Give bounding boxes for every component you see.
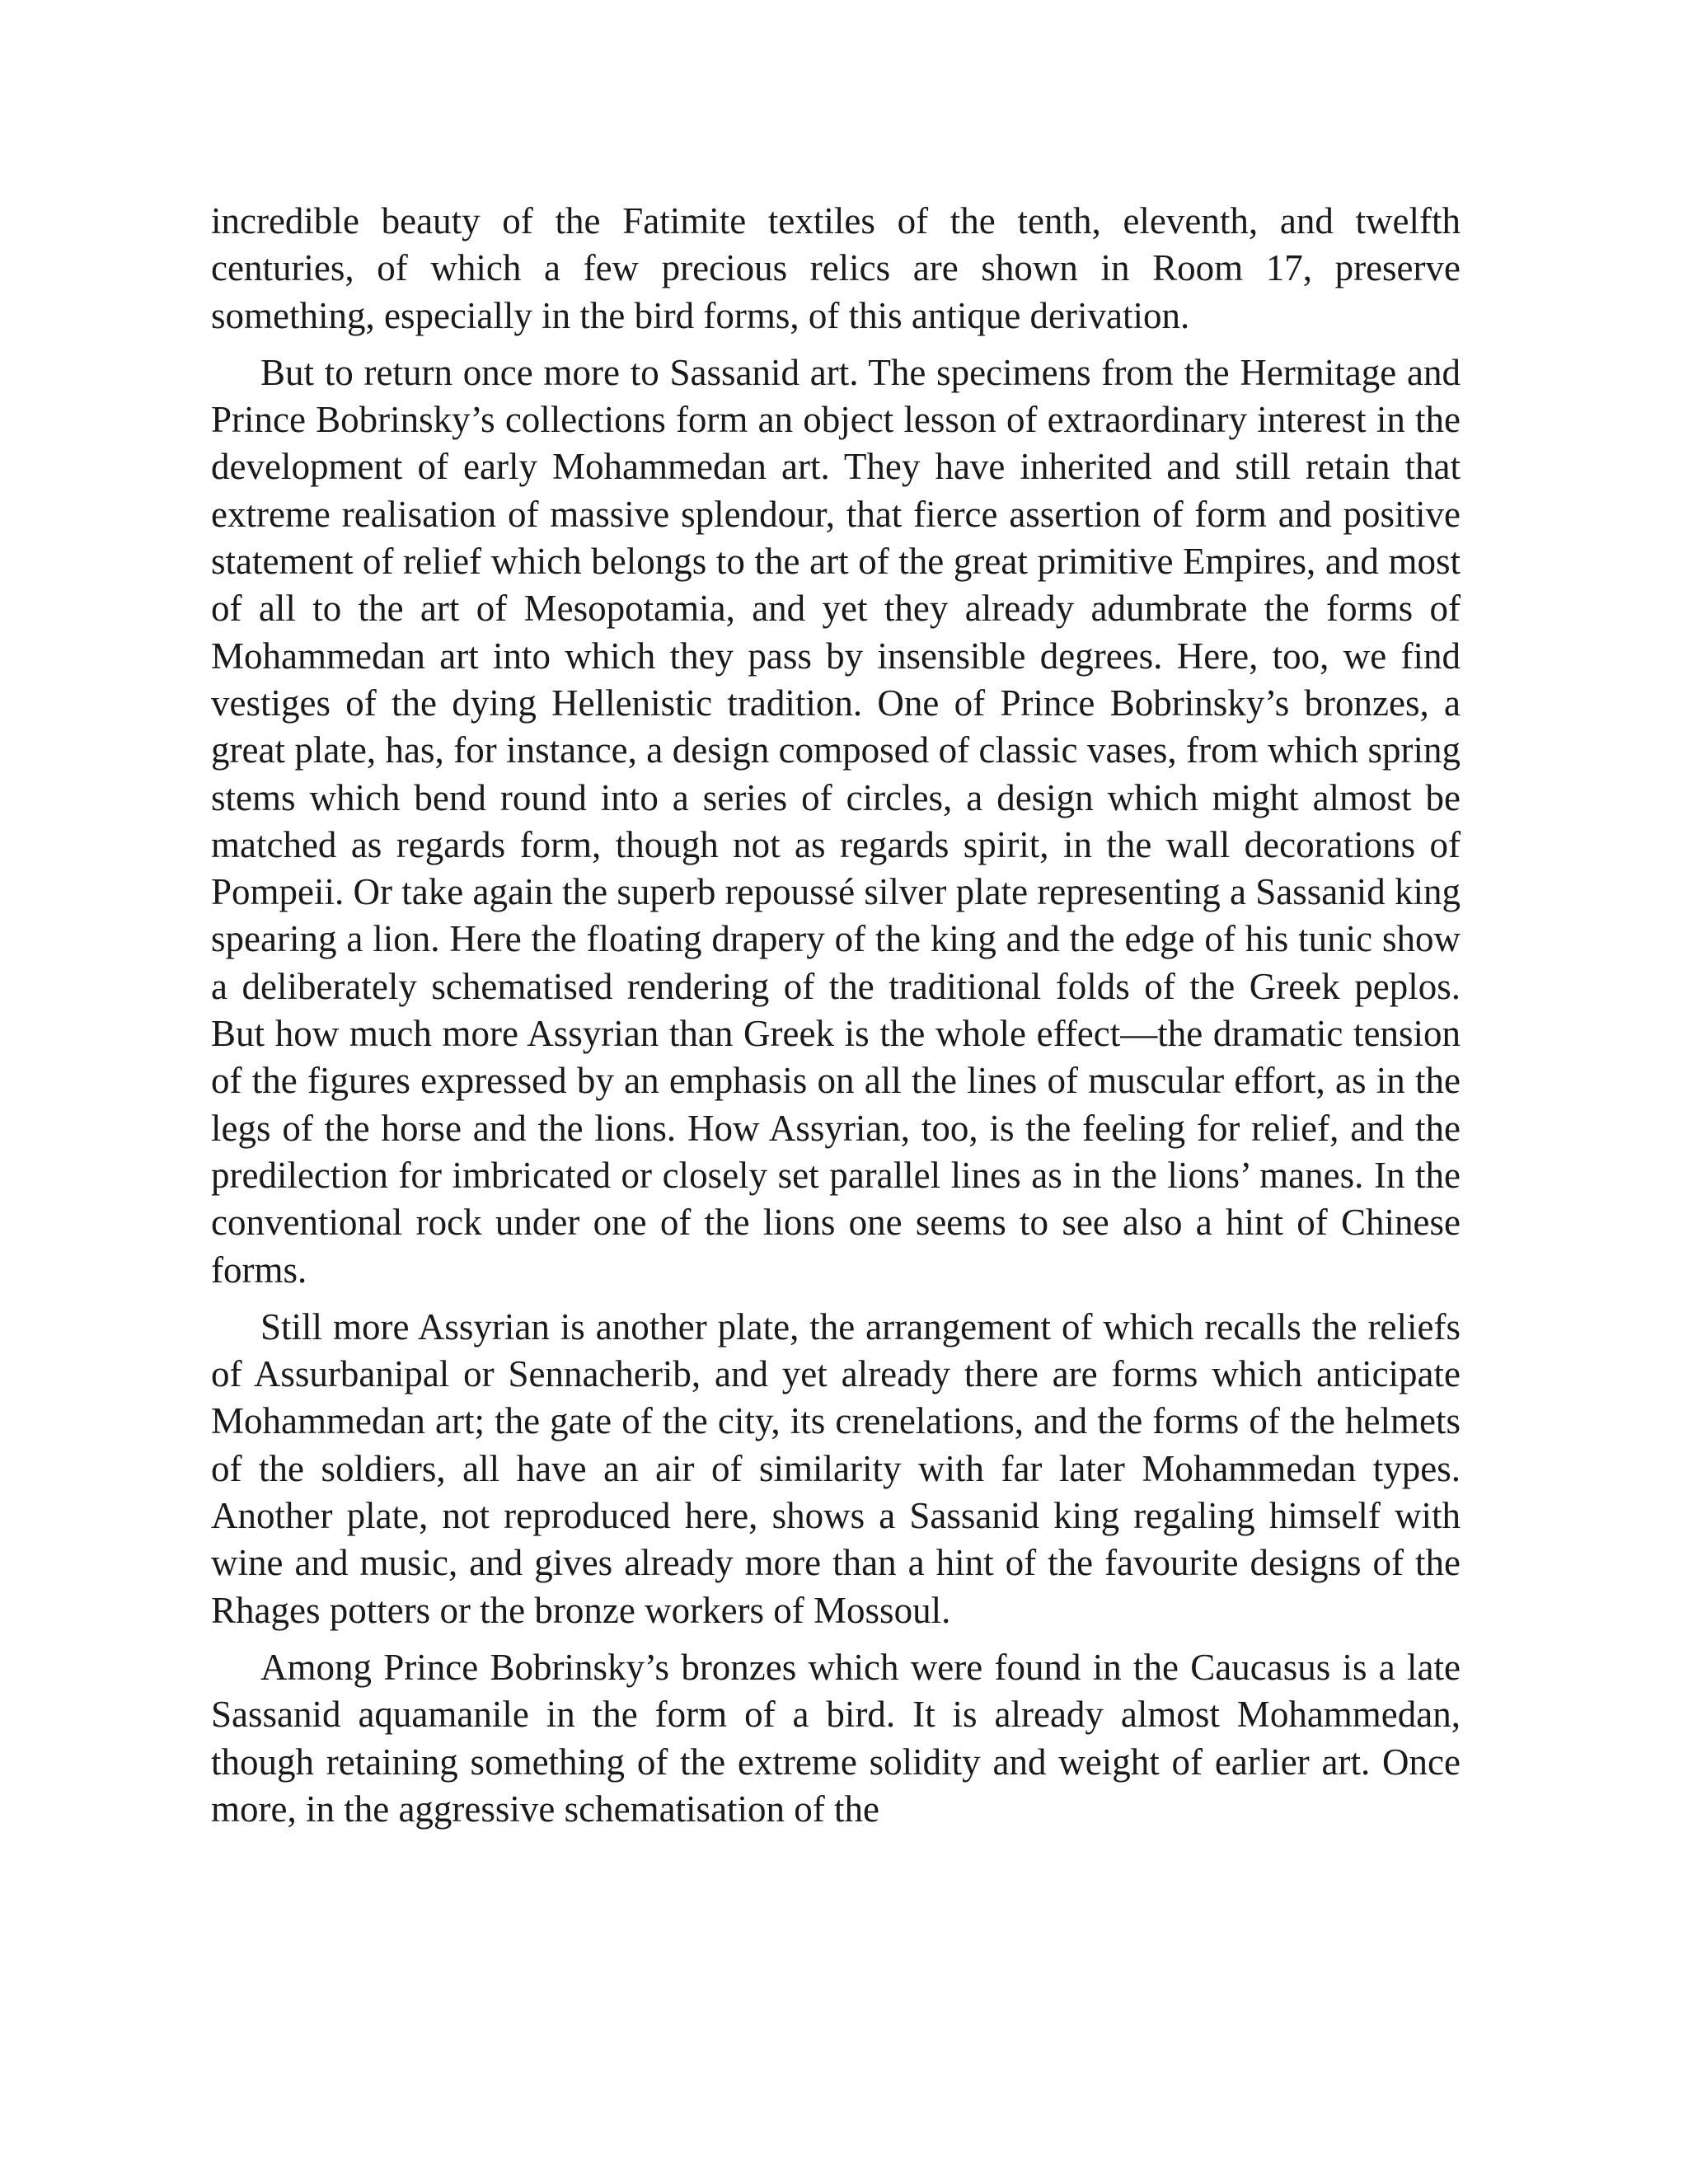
paragraph-sassanid-art: But to return once more to Sassanid art. The specimens from the Hermitage and Prince Bobrinsky’s collections form an object lesson of extraordinary interest in the development of early Mohammedan art. They have inherited and still retain that extreme realisation of massive splendour, that fierce assertion of form and positive statement of relief which belongs to the art of the great primitive Empires, and most of all to the art of Mesopotamia, and yet they already adumbrate the forms of Mohammedan art into which they pass by insensible degrees. Here, too, we find vestiges of the dying Hellenistic tradition. One of Prince Bobrinsky’s bronzes, a great plate, has, for instance, a design composed of classic vases, from which spring stems which bend round into a series of circles, a design which might almost be matched as regards form, though not as regards spirit, in the wall decorations of Pompeii. Or take again the superb repoussé silver plate representing a Sassanid king spearing a lion. Here the floating drapery of the king and the edge of his tunic show a deliberately schematised rendering of the traditional folds of the Greek peplos. But how much more Assyrian than Greek is the whole effect—the dramatic tension of the figures expressed by an emphasis on all the lines of muscular effort, as in the legs of the horse and the lions. How Assyrian, too, is the feeling for relief, and the predilection for imbricated or closely set parallel lines as in the lions’ manes. In the conventional rock under one of the lions one seems to see also a hint of Chinese forms. [211, 351, 1461, 1291]
paragraph-fatimite-textiles: incredible beauty of the Fatimite textiles of the tenth, eleventh, and twelfth centuries, of which a few precious relics are shown in Room 17, preserve something, especially in the bird forms, of this antique derivation. [211, 200, 1461, 336]
paragraph-assyrian-plate: Still more Assyrian is another plate, the arrangement of which recalls the reliefs of Assurbanipal or Sennacherib, and yet already there are forms which anticipate Mohammedan art; the gate of the city, its crenelations, and the forms of the helmets of the soldiers, all have an air of similarity with far later Mohammedan types. Another plate, not reproduced here, shows a Sassanid king regaling himself with wine and music, and gives already more than a hint of the favourite designs of the Rhages potters or the bronze workers of Mossoul. [211, 1305, 1461, 1631]
page-body [211, 198, 1461, 1843]
paragraph-aquamanile: Among Prince Bobrinsky’s bronzes which were found in the Caucasus is a late Sassanid aquamanile in the form of a bird. It is already almost Mohammedan, though retaining something of the extreme solidity and weight of earlier art. Once more, in the aggressive schematisation of the [211, 1646, 1461, 1830]
